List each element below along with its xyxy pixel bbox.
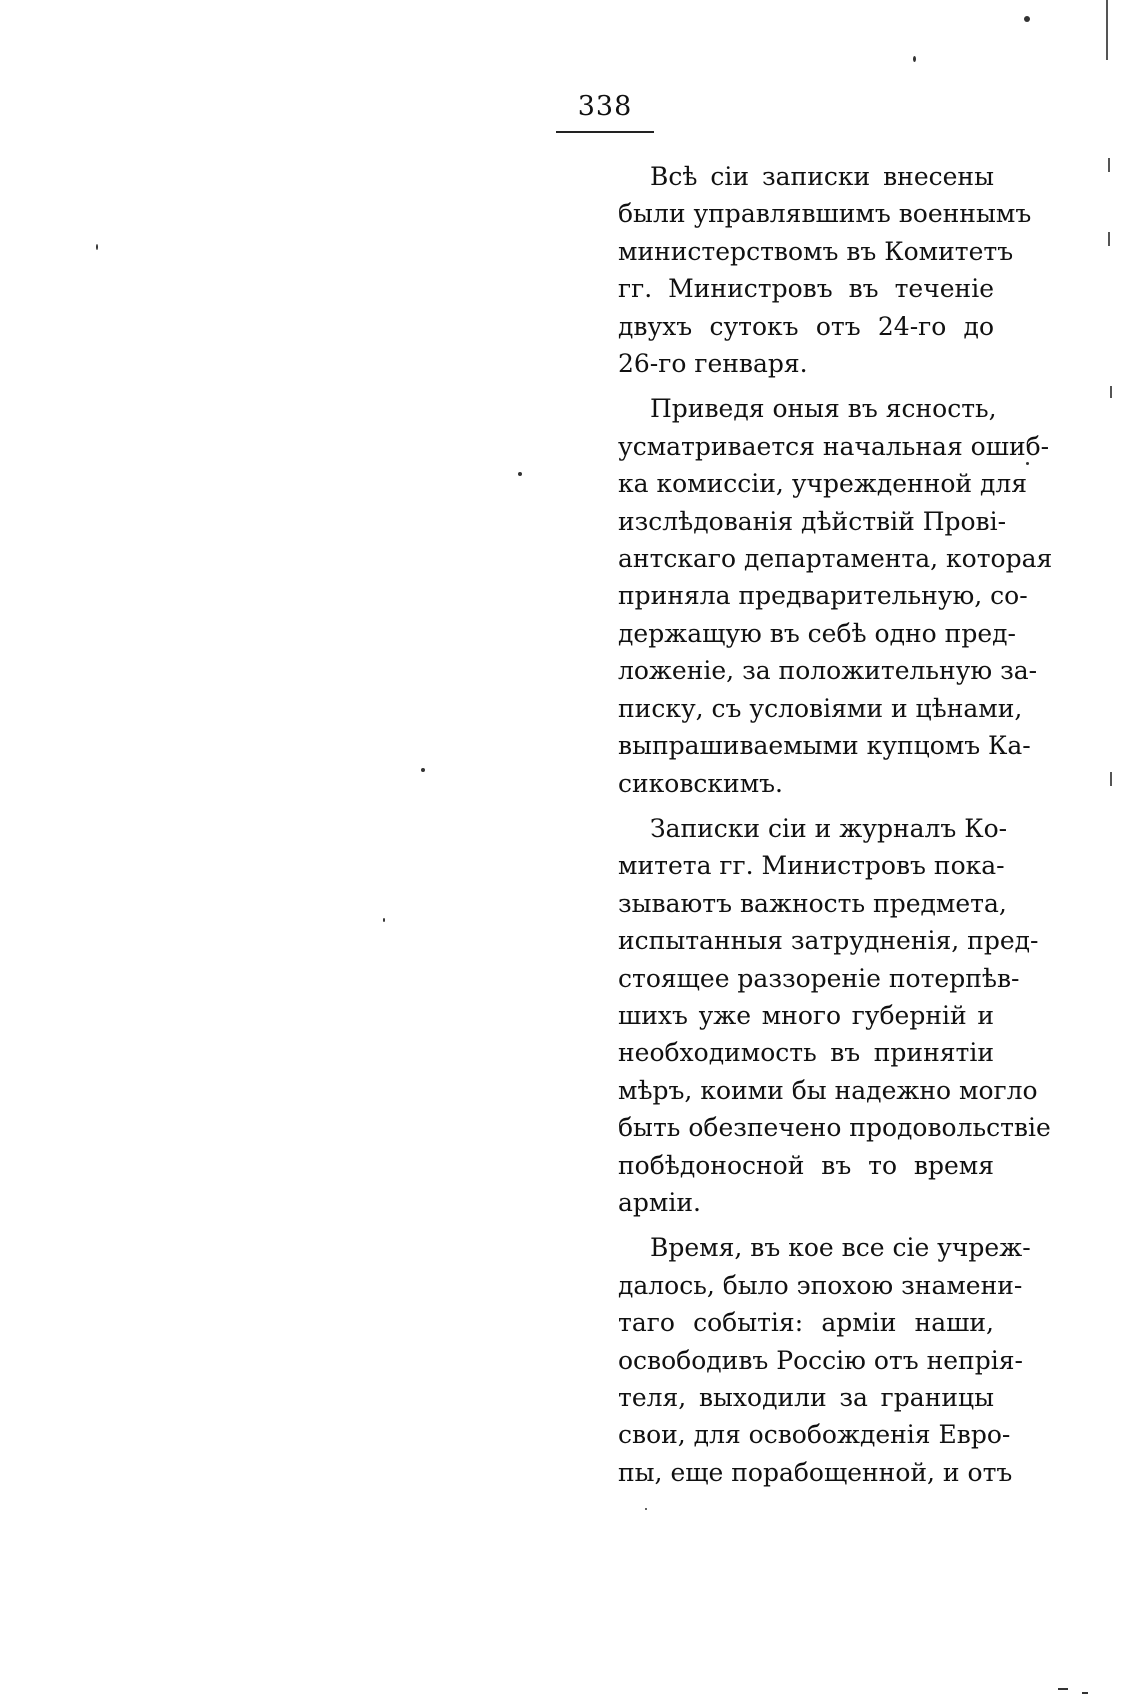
paragraph-1 [618,158,1032,382]
scan-speck [1024,16,1030,22]
paragraph-4 [618,1229,1031,1491]
scan-speck [1082,1692,1088,1694]
text-line: освободивъ Россію отъ непрія- [618,1345,1023,1375]
text-line: теля, выходили за границы [618,1383,994,1412]
text-line: изслѣдованія дѣйствій Прові- [618,506,1007,536]
text-line: ка комиссіи, учрежденной для [618,469,1028,499]
scan-speck [1026,462,1029,465]
text-line: сиковскимъ. [618,768,784,798]
text-line: митета гг. Министровъ пока- [618,851,1005,881]
scan-speck [913,56,916,62]
scan-speck [421,768,425,772]
text-line: двухъ сутокъ отъ 24-го до [618,311,994,341]
text-line: необходимость въ принятіи [618,1038,994,1068]
scan-speck [518,472,522,476]
paragraph-3 [618,810,1051,1221]
scan-speck [383,918,385,922]
text-line: писку, съ условіями и цѣнами, [618,693,1023,723]
text-line: Записки сіи и журналъ Ко- [650,813,1008,843]
text-line: быть обезпечено продовольствіе [618,1113,1051,1143]
scan-edge-mark [1108,158,1110,172]
text-line: Всѣ сіи записки внесены [650,162,994,191]
text-line: таго событія: арміи наши, [618,1308,994,1338]
scan-edge-mark [1106,0,1108,60]
text-line: выпрашиваемыми купцомъ Ка- [618,731,1031,761]
scan-speck [1058,1688,1068,1690]
text-line: усматривается начальная ошиб- [618,431,1050,461]
text-line: пы, еще порабощенной, и отъ [618,1457,1013,1487]
text-line: арміи. [618,1187,701,1217]
scan-edge-mark [1110,772,1112,786]
text-line: мѣръ, коими бы надежно могло [618,1075,1038,1105]
text-line: Приведя оныя въ ясность, [650,394,997,424]
text-line: далось, было эпохою знамени- [618,1270,1023,1300]
text-line: антскаго департамента, которая [618,544,1053,574]
text-line: 26-го генваря. [618,349,808,379]
text-line: свои, для освобожденія Евро- [618,1420,1011,1450]
scan-speck [96,244,98,250]
text-line: зываютъ важность предмета, [618,888,1007,918]
text-line: побѣдоносной въ то время [618,1150,994,1180]
text-line: ложеніе, за положительную за- [618,656,1038,686]
scan-edge-mark [1108,232,1110,246]
page-number-rule [556,131,654,133]
text-line: шихъ уже много губерній и [618,1000,994,1030]
text-line: Время, въ кое все сіе учреж- [650,1233,1031,1263]
text-line: были управлявшимъ военнымъ [618,199,1032,229]
paragraph-2 [618,390,1053,801]
page-number: 338 [577,91,633,122]
text-line: министерствомъ въ Комитетъ [618,236,1014,266]
scan-edge-mark [1110,386,1112,398]
text-line: стоящее раззореніе потерпѣв- [618,963,1020,993]
text-line: держащую въ себѣ одно пред- [618,618,1016,648]
text-line: приняла предварительную, со- [618,581,1028,611]
text-line: испытанныя затрудненія, пред- [618,926,1039,956]
scan-speck [645,1508,647,1510]
text-line: гг. Министровъ въ теченіе [618,274,994,304]
text-column [618,158,1053,1499]
